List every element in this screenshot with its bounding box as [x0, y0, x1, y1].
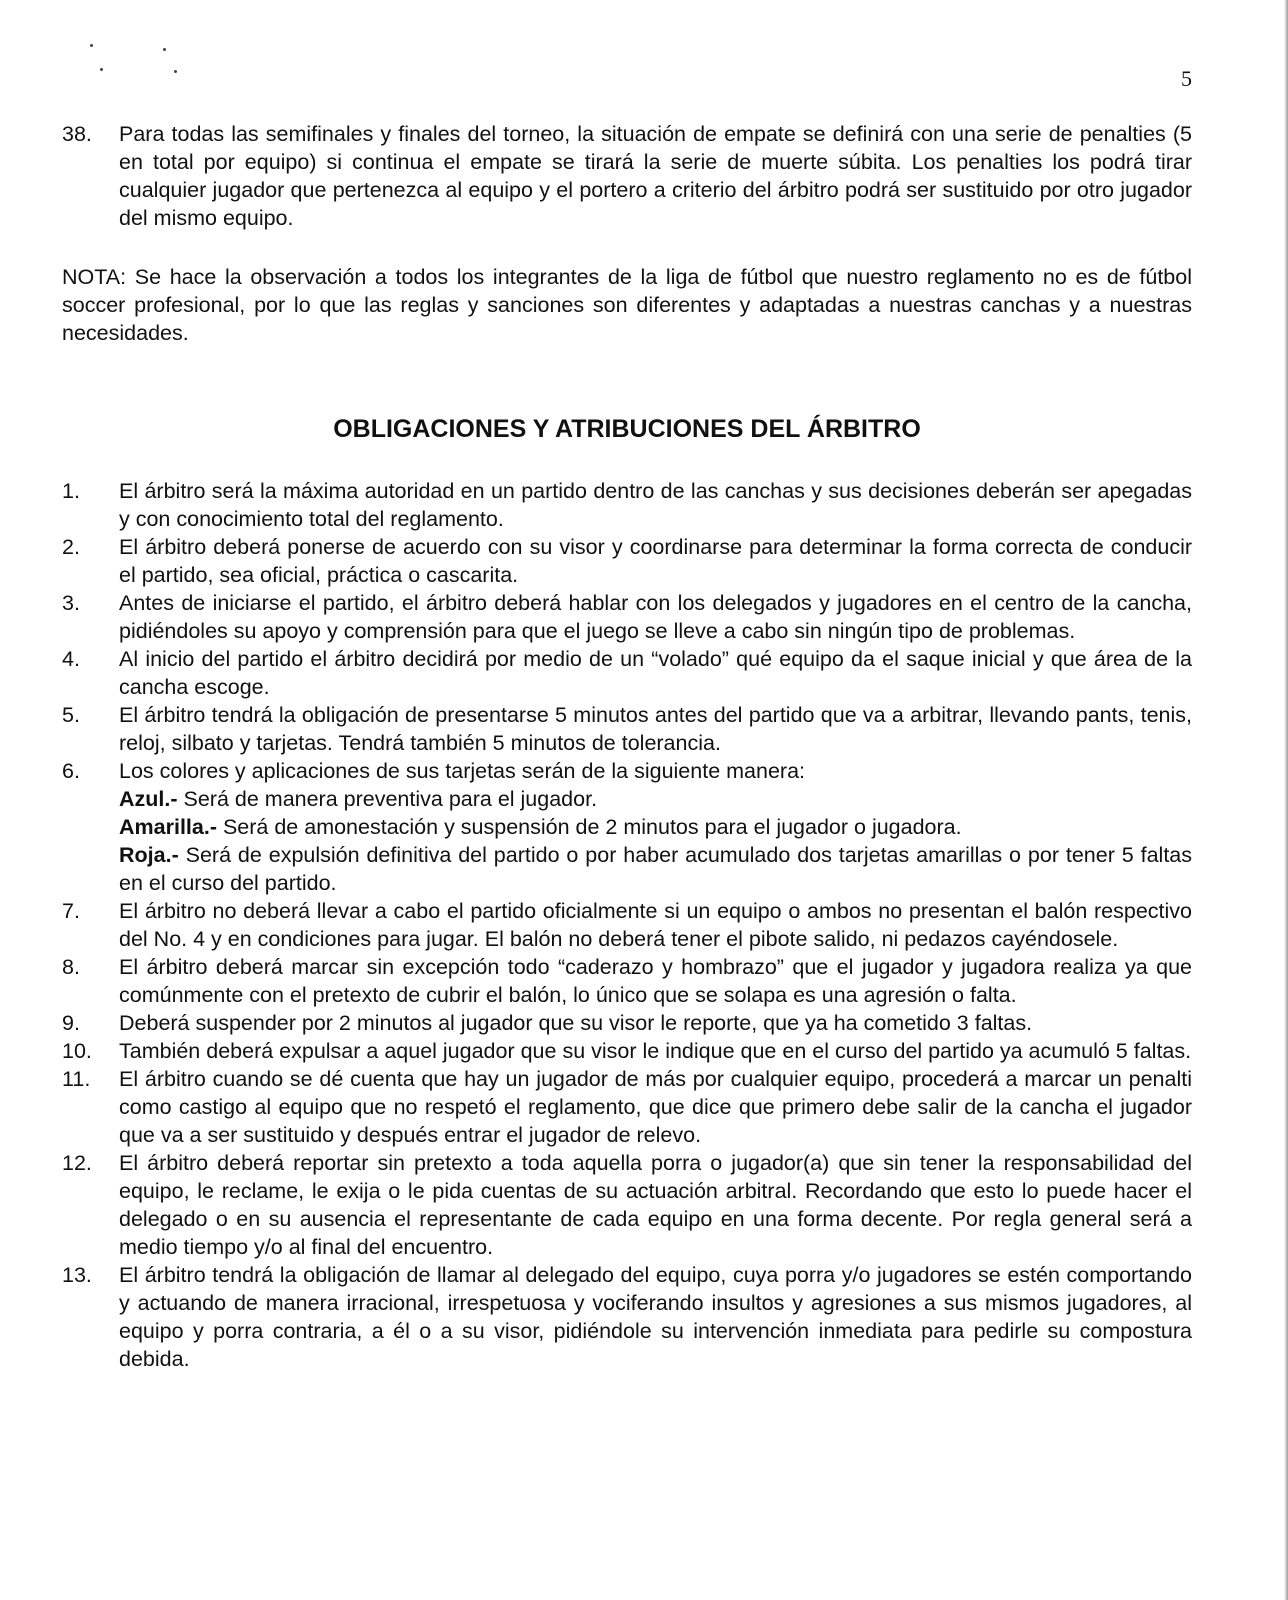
rule-38 [62, 120, 1192, 232]
card-description: Será de amonestación y suspensión de 2 minutos para el jugador o jugadora. [216, 815, 962, 839]
list-item [62, 589, 1192, 645]
item-text: El árbitro cuando se dé cuenta que hay un jugador de más por cualquier equipo, procederá a marcar un penalti como castigo al equipo que no respetó el reglamento, que dice que primero debe salir de la cancha el jugador que va a ser sustituido y después entrar el jugador de relevo. [119, 1067, 1192, 1147]
card-blue [119, 785, 1192, 813]
card-description: Será de expulsión definitiva del partido o por haber acumulado dos tarjetas amarillas o por tener 5 faltas en el curso del partido. [119, 843, 1192, 895]
list-item [62, 533, 1192, 589]
item-number: 9. [62, 1011, 80, 1035]
card-name: Azul.- [119, 787, 178, 811]
card-yellow [119, 813, 1192, 841]
item-text: Los colores y aplicaciones de sus tarjetas serán de la siguiente manera: [119, 759, 805, 783]
item-number: 2. [62, 535, 80, 559]
list-item [62, 1065, 1192, 1149]
card-description: Será de manera preventiva para el jugador. [177, 787, 598, 811]
card-name: Roja.- [119, 843, 179, 867]
item-text: El árbitro deberá marcar sin excepción todo “caderazo y hombrazo” que el jugador y jugadora realiza ya que comúnmente con el pretexto de cubrir el balón, lo único que se solapa es una agresión o falta. [119, 955, 1192, 1007]
document-body [62, 120, 1192, 1373]
scan-speck [100, 68, 103, 71]
item-text: El árbitro tendrá la obligación de presentarse 5 minutos antes del partido que va a arbitrar, llevando pants, tenis, reloj, silbato y tarjetas. Tendrá también 5 minutos de tolerancia. [119, 703, 1192, 755]
card-name: Amarilla.- [119, 815, 217, 839]
item-number: 5. [62, 703, 80, 727]
list-item [62, 1037, 1192, 1065]
list-item [62, 701, 1192, 757]
list-item [62, 645, 1192, 701]
item-text: Deberá suspender por 2 minutos al jugador que su visor le reporte, que ya ha cometido 3 faltas. [119, 1011, 1033, 1035]
scan-speck [90, 44, 93, 47]
page-number: 5 [1181, 66, 1192, 91]
item-text: El árbitro deberá ponerse de acuerdo con su visor y coordinarse para determinar la forma correcta de conducir el partido, sea oficial, práctica o cascarita. [119, 535, 1192, 587]
item-text: Antes de iniciarse el partido, el árbitro deberá hablar con los delegados y jugadores en el centro de la cancha, pidiéndoles su apoyo y comprensión para que el juego se lleve a cabo sin ningún tipo de problemas. [119, 591, 1192, 643]
list-item-cards [62, 757, 1192, 897]
card-red [119, 841, 1192, 897]
list-item [62, 897, 1192, 953]
item-number: 7. [62, 899, 80, 923]
list-item [62, 1009, 1192, 1037]
item-number: 11. [62, 1067, 91, 1091]
item-number: 10. [62, 1039, 92, 1063]
list-item [62, 1149, 1192, 1261]
obligations-list-a [62, 477, 1192, 757]
item-text: El árbitro no deberá llevar a cabo el partido oficialmente si un equipo o ambos no presentan el balón respectivo del No. 4 y en condiciones para jugar. El balón no deberá tener el pibote salido, ni pedazos cayéndosele. [119, 899, 1192, 951]
note-paragraph: NOTA: Se hace la observación a todos los integrantes de la liga de fútbol que nuestro reglamento no es de fútbol soccer profesional, por lo que las reglas y sanciones son diferentes y adaptadas a nuestras canchas y a nuestras necesidades. [62, 265, 1192, 345]
item-number: 1. [62, 479, 80, 503]
item-text: El árbitro tendrá la obligación de llamar al delegado del equipo, cuya porra y/o jugadores se estén comportando y actuando de manera irracional, irrespetuosa y vociferando insultos y agresiones a sus mismos jugadores, al equipo y porra contraria, a él o a su visor, pidiéndole su intervención inmediata para pedirle su compostura debida. [119, 1263, 1192, 1371]
obligations-list-b [62, 897, 1192, 1373]
item-text: Al inicio del partido el árbitro decidirá por medio de un “volado” qué equipo da el saque inicial y que área de la cancha escoge. [119, 647, 1192, 699]
item-number: 12. [62, 1151, 92, 1175]
list-item [62, 1261, 1192, 1373]
scan-speck [163, 48, 166, 51]
item-text: El árbitro será la máxima autoridad en un partido dentro de las canchas y sus decisiones deberán ser apegadas y con conocimiento total del reglamento. [119, 479, 1192, 531]
rule-number: 38. [62, 122, 92, 146]
list-item [62, 953, 1192, 1009]
scan-edge-shadow [1284, 0, 1288, 1600]
section-title: OBLIGACIONES Y ATRIBUCIONES DEL ÁRBITRO [333, 415, 921, 443]
list-item [62, 477, 1192, 533]
item-text-block [119, 757, 1192, 897]
scan-speck [174, 70, 177, 73]
item-text: También deberá expulsar a aquel jugador que su visor le indique que en el curso del partido ya acumuló 5 faltas. [119, 1039, 1192, 1063]
rule-text: Para todas las semifinales y finales del torneo, la situación de empate se definirá con una serie de penalties (5 en total por equipo) si continua el empate se tirará la serie de muerte súbita. Los penalties los podrá tirar cualquier jugador que pertenezca al equipo y el portero a criterio del árbitro podrá ser sustituido por otro jugador del mismo equipo. [119, 122, 1192, 230]
item-number: 3. [62, 591, 80, 615]
item-number: 4. [62, 647, 80, 671]
item-number: 13. [62, 1263, 92, 1287]
item-number: 6. [62, 759, 80, 783]
item-number: 8. [62, 955, 80, 979]
item-text: El árbitro deberá reportar sin pretexto a toda aquella porra o jugador(a) que sin tener la responsabilidad del equipo, le reclame, le exija o le pida cuentas de su actuación arbitral. Recordando que esto lo puede hacer el delegado o en su ausencia el representante de cada equipo en una forma decente. Por regla general será a medio tiempo y/o al final del encuentro. [119, 1151, 1192, 1259]
